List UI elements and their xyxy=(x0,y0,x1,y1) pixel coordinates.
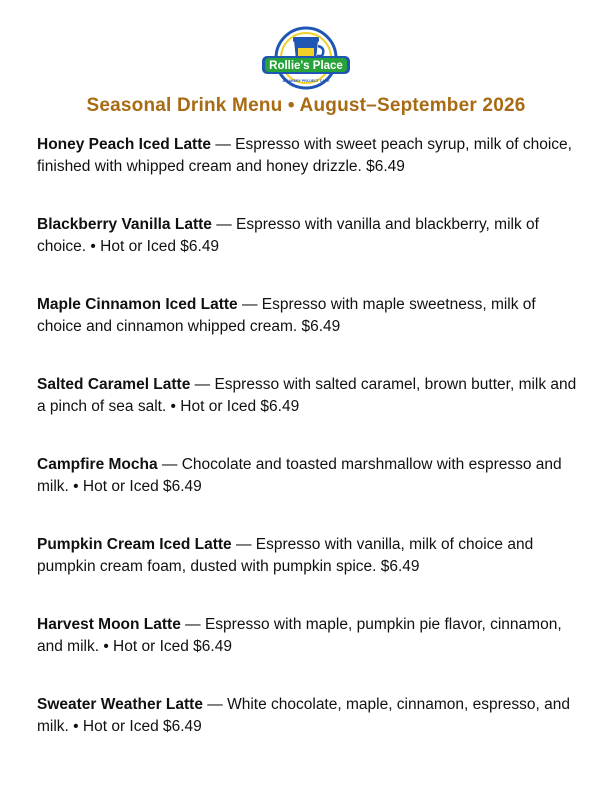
menu-item-description: — Chocolate and toasted marshmallow with espresso and milk. • Hot or Iced $6.49 xyxy=(37,456,562,495)
logo-subtext: A BAKERY PROJECT CAFE xyxy=(282,79,330,83)
menu-item-name: Campfire Mocha xyxy=(37,456,158,473)
menu-item xyxy=(37,614,582,694)
menu-item-name: Pumpkin Cream Iced Latte xyxy=(37,536,232,553)
logo-text: Rollie's Place xyxy=(269,60,343,72)
menu-item-name: Blackberry Vanilla Latte xyxy=(37,216,212,233)
menu-item xyxy=(37,694,582,774)
menu-item-description: — Espresso with vanilla and blackberry, milk of choice. • Hot or Iced $6.49 xyxy=(37,216,539,255)
coffee-cup-logo-icon xyxy=(258,26,354,98)
menu-item-description: — Espresso with maple, pumpkin pie flavor, cinnamon, and milk. • Hot or Iced $6.49 xyxy=(37,616,562,655)
menu-item xyxy=(37,534,582,614)
menu-title: Seasonal Drink Menu • August–September 2026 xyxy=(86,95,526,116)
menu-item-description: — Espresso with salted caramel, brown butter, milk and a pinch of sea salt. • Hot or Iced $6.49 xyxy=(37,376,577,415)
menu-item-name: Honey Peach Iced Latte xyxy=(37,136,212,153)
menu-item-description: — White chocolate, maple, cinnamon, espresso, and milk. • Hot or Iced $6.49 xyxy=(37,696,570,735)
menu-item-description: — Espresso with vanilla, milk of choice and pumpkin cream foam, dusted with pumpkin spice. $6.49 xyxy=(37,536,534,575)
menu-item-description: — Espresso with sweet peach syrup, milk of choice, finished with whipped cream and honey drizzle. $6.49 xyxy=(37,136,572,175)
rollies-place-logo xyxy=(258,26,354,98)
menu-item-description: — Espresso with maple sweetness, milk of choice and cinnamon whipped cream. $6.49 xyxy=(37,296,536,335)
menu-item xyxy=(37,214,582,294)
menu-item-name: Harvest Moon Latte xyxy=(37,616,181,633)
menu-item xyxy=(37,294,582,374)
menu-item-name: Sweater Weather Latte xyxy=(37,696,203,713)
menu-item xyxy=(37,374,582,454)
menu-item xyxy=(37,134,582,214)
menu-item xyxy=(37,454,582,534)
menu-item-name: Salted Caramel Latte xyxy=(37,376,191,393)
menu-item-name: Maple Cinnamon Iced Latte xyxy=(37,296,238,313)
menu-items-list xyxy=(37,134,582,774)
